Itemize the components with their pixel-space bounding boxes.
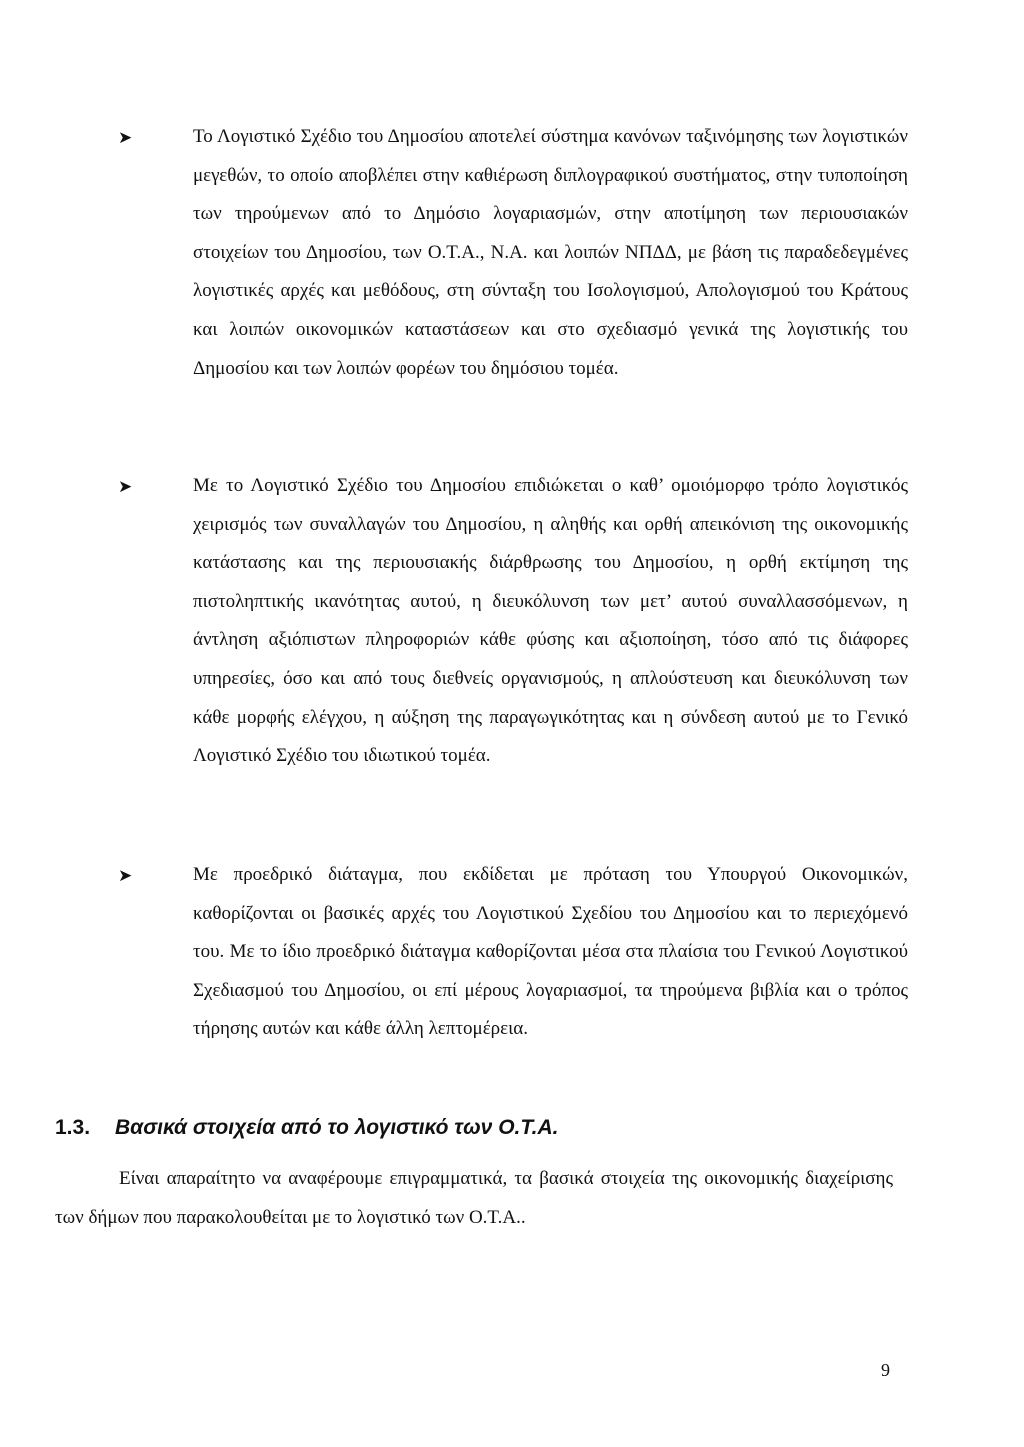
arrow-bullet-icon: ➤ — [118, 866, 133, 886]
bullet-text: Με προεδρικό διάταγμα, που εκδίδεται με πρόταση του Υπουργού Οικονομικών, καθορίζονται οι βασικές αρχές του Λογιστικού Σχεδίου του Δημοσίου και το περιεχόμενό του. Με το ίδιο προεδρικό διάταγμα καθορίζονται μέσα στα πλαίσια του Γενικού Λογιστικού Σχεδιασμού του Δημοσίου, οι επί μέρους λογαριασμοί, τα τηρούμενα βιβλία και ο τρόπος τήρησης αυτών και κάθε άλλη λεπτομέρεια. — [193, 864, 908, 1040]
bullet-item-chart-of-accounts — [118, 118, 908, 388]
intro-paragraph: Είναι απαραίτητο να αναφέρουμε επιγραμματικά, τα βασικά στοιχεία της οικονομικής διαχείρισης των δήμων που παρακολουθείται με το λογιστικό των Ο.Τ.Α.. — [55, 1168, 893, 1228]
page-number: 9 — [881, 1360, 890, 1380]
bullet-item-presidential-decree — [118, 856, 908, 1049]
arrow-bullet-icon: ➤ — [118, 128, 133, 148]
section-title: Βασικά στοιχεία από το λογιστικό των Ο.Τ.Α. — [115, 1116, 559, 1139]
section-number: 1.3. — [55, 1116, 91, 1139]
bullet-item-objectives — [118, 467, 908, 776]
bullet-text: Το Λογιστικό Σχέδιο του Δημοσίου αποτελεί σύστημα κανόνων ταξινόμησης των λογιστικών μεγεθών, το οποίο αποβλέπει στην καθιέρωση διπλογραφικού συστήματος, στην τυποποίηση των τηρούμενων από το Δημόσιο λογαριασμών, στην αποτίμηση των περιουσιακών στοιχείων του Δημοσίου, των Ο.Τ.Α., Ν.Α. και λοιπών ΝΠΔΔ, με βάση τις παραδεδεγμένες λογιστικές αρχές και μεθόδους, στη σύνταξη του Ισολογισμού, Απολογισμού του Κράτους και λοιπών οικονομικών καταστάσεων και στο σχεδιασμό γενικά της λογιστικής του Δημοσίου και των λοιπών φορέων του δημόσιου τομέα. — [193, 126, 908, 379]
arrow-bullet-icon: ➤ — [118, 477, 133, 497]
section-heading — [55, 1108, 915, 1148]
bullet-text: Με το Λογιστικό Σχέδιο του Δημοσίου επιδιώκεται ο καθ’ ομοιόμορφο τρόπο λογιστικός χειρισμός των συναλλαγών του Δημοσίου, η αληθής και ορθή απεικόνιση της οικονομικής κατάστασης και της περιουσιακής διάρθρωσης του Δημοσίου, η ορθή εκτίμηση της πιστοληπτικής ικανότητας αυτού, η διευκόλυνση των μετ’ αυτού συναλλασσόμενων, η άντληση αξιόπιστων πληροφοριών κάθε φύσης και αξιοποίηση, τόσο από τις διάφορες υπηρεσίες, όσο και από τους διεθνείς οργανισμούς, η απλούστευση και διευκόλυνση των κάθε μορφής ελέγχου, η αύξηση της παραγωγικότητας και η σύνδεση αυτού με το Γενικό Λογιστικό Σχέδιο του ιδιωτικού τομέα. — [193, 475, 908, 767]
